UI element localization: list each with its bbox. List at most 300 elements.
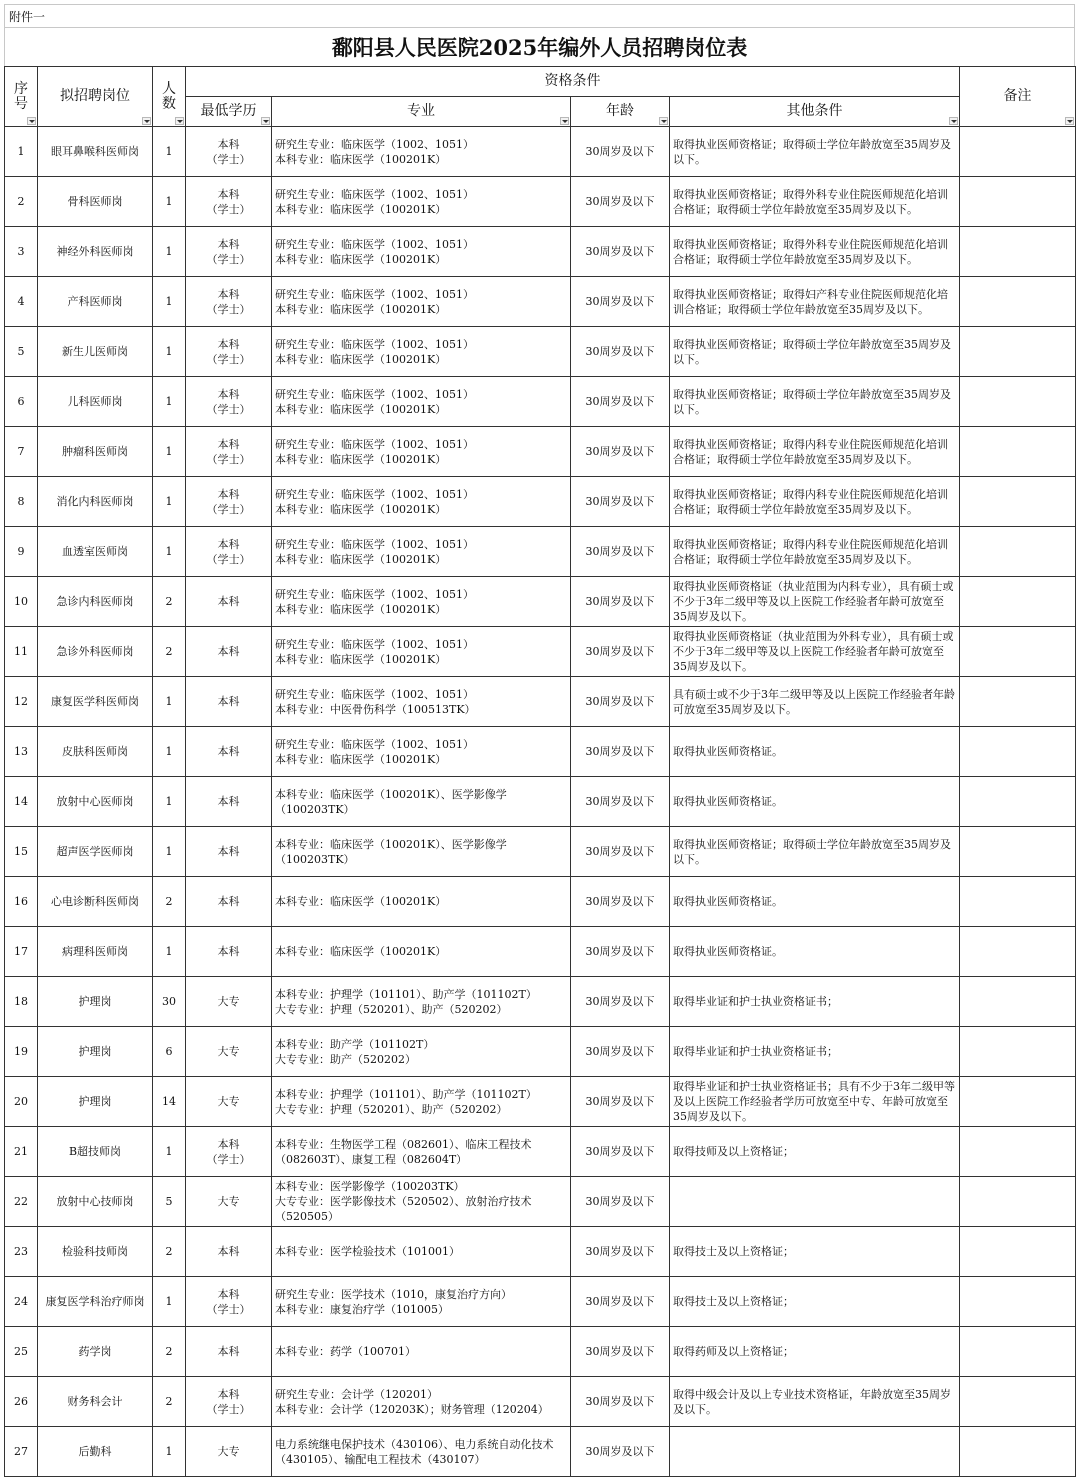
cell-remarks[interactable] <box>960 827 1076 877</box>
cell-age[interactable]: 30周岁及以下 <box>571 1077 670 1127</box>
cell-other[interactable]: 取得执业医师资格证；取得内科专业住院医师规范化培训合格证；取得硕士学位年龄放宽至35周岁及以下。 <box>670 477 960 527</box>
education-level: 本科 <box>217 1287 240 1301</box>
cell-age[interactable]: 30周岁及以下 <box>571 677 670 727</box>
cell-position[interactable]: 血透室医师岗 <box>38 527 153 577</box>
cell-seq[interactable]: 24 <box>5 1277 38 1327</box>
cell-age[interactable]: 30周岁及以下 <box>571 1277 670 1327</box>
table-row <box>5 1377 1076 1427</box>
page-title: 鄱阳县人民医院2025年编外人员招聘岗位表 <box>4 28 1075 66</box>
cell-remarks[interactable] <box>960 127 1076 177</box>
cell-other[interactable]: 取得执业医师资格证；取得妇产科专业住院医师规范化培训合格证；取得硕士学位年龄放宽至35周岁及以下。 <box>670 277 960 327</box>
cell-count[interactable]: 1 <box>153 677 186 727</box>
cell-remarks[interactable] <box>960 477 1076 527</box>
cell-education[interactable] <box>186 727 272 777</box>
cell-education[interactable] <box>186 527 272 577</box>
cell-education[interactable] <box>186 827 272 877</box>
major-line: 研究生专业：临床医学（1002、1051） <box>275 387 474 401</box>
cell-remarks[interactable] <box>960 1227 1076 1277</box>
cell-position[interactable]: 儿科医师岗 <box>38 377 153 427</box>
cell-major[interactable] <box>272 1177 571 1227</box>
cell-seq[interactable]: 4 <box>5 277 38 327</box>
filter-dropdown-icon[interactable] <box>142 117 151 125</box>
cell-position[interactable]: 眼耳鼻喉科医师岗 <box>38 127 153 177</box>
cell-education[interactable] <box>186 777 272 827</box>
table-row <box>5 677 1076 727</box>
major-line: 本科专业：临床医学（100201K） <box>275 252 447 266</box>
major-line: 本科专业：中医骨伤科学（100513TK） <box>275 702 476 716</box>
cell-other[interactable] <box>670 1427 960 1477</box>
table-row <box>5 927 1076 977</box>
cell-remarks[interactable] <box>960 1027 1076 1077</box>
cell-major[interactable] <box>272 427 571 477</box>
cell-other[interactable]: 取得执业医师资格证。 <box>670 777 960 827</box>
cell-count[interactable]: 1 <box>153 777 186 827</box>
cell-major[interactable] <box>272 627 571 677</box>
cell-major[interactable] <box>272 977 571 1027</box>
major-line: 大专专业：护理（520201）、助产（520202） <box>275 1102 508 1116</box>
cell-education[interactable] <box>186 477 272 527</box>
cell-position[interactable]: 新生儿医师岗 <box>38 327 153 377</box>
cell-other[interactable]: 取得执业医师资格证；取得内科专业住院医师规范化培训合格证；取得硕士学位年龄放宽至35周岁及以下。 <box>670 427 960 477</box>
cell-position[interactable]: 皮肤科医师岗 <box>38 727 153 777</box>
cell-education[interactable] <box>186 627 272 677</box>
cell-other[interactable]: 取得毕业证和护士执业资格证书； <box>670 1027 960 1077</box>
cell-education[interactable] <box>186 1277 272 1327</box>
attachment-label: 附件一 <box>4 4 1075 28</box>
cell-position[interactable]: 骨科医师岗 <box>38 177 153 227</box>
major-line: 研究生专业：临床医学（1002、1051） <box>275 587 474 601</box>
cell-age[interactable]: 30周岁及以下 <box>571 1177 670 1227</box>
cell-remarks[interactable] <box>960 627 1076 677</box>
cell-seq[interactable]: 7 <box>5 427 38 477</box>
table-row <box>5 1127 1076 1177</box>
filter-dropdown-icon[interactable] <box>1065 117 1074 125</box>
filter-dropdown-icon[interactable] <box>659 117 668 125</box>
cell-count[interactable]: 2 <box>153 627 186 677</box>
cell-seq[interactable]: 22 <box>5 1177 38 1227</box>
cell-seq[interactable]: 26 <box>5 1377 38 1427</box>
cell-education[interactable] <box>186 577 272 627</box>
cell-major[interactable] <box>272 1427 571 1477</box>
cell-age[interactable]: 30周岁及以下 <box>571 1327 670 1377</box>
cell-other[interactable]: 取得毕业证和护士执业资格证书； <box>670 977 960 1027</box>
major-line: 本科专业：助产学（101102T） <box>275 1037 435 1051</box>
major-line: 研究生专业：临床医学（1002、1051） <box>275 437 474 451</box>
cell-age[interactable]: 30周岁及以下 <box>571 377 670 427</box>
cell-seq[interactable]: 1 <box>5 127 38 177</box>
cell-count[interactable]: 1 <box>153 1127 186 1177</box>
education-level: 本科 <box>217 237 240 251</box>
cell-other[interactable]: 取得执业医师资格证。 <box>670 877 960 927</box>
table-row <box>5 427 1076 477</box>
cell-position[interactable]: 康复医学科治疗师岗 <box>38 1277 153 1327</box>
cell-age[interactable]: 30周岁及以下 <box>571 327 670 377</box>
cell-count[interactable]: 1 <box>153 1277 186 1327</box>
cell-count[interactable]: 1 <box>153 277 186 327</box>
cell-age[interactable]: 30周岁及以下 <box>571 577 670 627</box>
cell-major[interactable] <box>272 377 571 427</box>
cell-other[interactable]: 取得执业医师资格证；取得硕士学位年龄放宽至35周岁及以下。 <box>670 377 960 427</box>
table-row <box>5 227 1076 277</box>
cell-seq[interactable]: 12 <box>5 677 38 727</box>
cell-seq[interactable]: 18 <box>5 977 38 1027</box>
cell-seq[interactable]: 6 <box>5 377 38 427</box>
major-line: 本科专业：临床医学（100201K） <box>275 402 447 416</box>
cell-education[interactable] <box>186 1127 272 1177</box>
cell-count[interactable]: 1 <box>153 377 186 427</box>
cell-education[interactable] <box>186 1177 272 1227</box>
degree-note: （学士） <box>206 402 251 416</box>
education-level: 本科 <box>217 695 240 708</box>
education-level: 本科 <box>217 1345 240 1358</box>
cell-position[interactable]: 放射中心技师岗 <box>38 1177 153 1227</box>
cell-major[interactable] <box>272 1127 571 1177</box>
cell-other[interactable]: 取得技士及以上资格证； <box>670 1227 960 1277</box>
major-line: 本科专业：临床医学（100201K） <box>275 202 447 216</box>
degree-note: （学士） <box>206 252 251 266</box>
cell-education[interactable] <box>186 427 272 477</box>
major-line: 研究生专业：临床医学（1002、1051） <box>275 137 474 151</box>
header-other[interactable]: 其他条件 <box>670 97 960 127</box>
cell-position[interactable]: 放射中心医师岗 <box>38 777 153 827</box>
header-age[interactable]: 年龄 <box>571 97 670 127</box>
major-line: 本科专业：临床医学（100201K）、医学影像学（100203TK） <box>275 787 507 816</box>
cell-count[interactable]: 1 <box>153 827 186 877</box>
cell-position[interactable]: 超声医学医师岗 <box>38 827 153 877</box>
cell-other[interactable]: 取得执业医师资格证；取得外科专业住院医师规范化培训合格证；取得硕士学位年龄放宽至35周岁及以下。 <box>670 227 960 277</box>
cell-count[interactable]: 1 <box>153 227 186 277</box>
cell-age[interactable]: 30周岁及以下 <box>571 727 670 777</box>
major-line: 本科专业：临床医学（100201K） <box>275 945 447 958</box>
major-line: 研究生专业：临床医学（1002、1051） <box>275 537 474 551</box>
cell-major[interactable] <box>272 127 571 177</box>
cell-seq[interactable]: 14 <box>5 777 38 827</box>
cell-education[interactable] <box>186 677 272 727</box>
cell-other[interactable]: 取得执业医师资格证；取得硕士学位年龄放宽至35周岁及以下。 <box>670 827 960 877</box>
cell-remarks[interactable] <box>960 1277 1076 1327</box>
cell-seq[interactable]: 15 <box>5 827 38 877</box>
cell-education[interactable] <box>186 1377 272 1427</box>
cell-count[interactable]: 1 <box>153 1427 186 1477</box>
cell-count[interactable]: 6 <box>153 1027 186 1077</box>
cell-remarks[interactable] <box>960 1177 1076 1227</box>
cell-position[interactable]: 急诊外科医师岗 <box>38 627 153 677</box>
table-row <box>5 1177 1076 1227</box>
cell-position[interactable]: 肿瘤科医师岗 <box>38 427 153 477</box>
header-education[interactable]: 最低学历 <box>186 97 272 127</box>
major-line: 研究生专业：临床医学（1002、1051） <box>275 237 474 251</box>
major-line: 本科专业：药学（100701） <box>275 1345 416 1358</box>
cell-other[interactable]: 取得技士及以上资格证； <box>670 1277 960 1327</box>
recruitment-table <box>4 66 1076 1477</box>
table-row <box>5 377 1076 427</box>
cell-seq[interactable]: 25 <box>5 1327 38 1377</box>
cell-education[interactable] <box>186 1077 272 1127</box>
cell-remarks[interactable] <box>960 727 1076 777</box>
cell-major[interactable] <box>272 1027 571 1077</box>
cell-age[interactable]: 30周岁及以下 <box>571 277 670 327</box>
cell-major[interactable] <box>272 1327 571 1377</box>
cell-major[interactable] <box>272 577 571 627</box>
cell-count[interactable]: 2 <box>153 1227 186 1277</box>
cell-education[interactable] <box>186 377 272 427</box>
cell-education[interactable] <box>186 927 272 977</box>
cell-age[interactable]: 30周岁及以下 <box>571 427 670 477</box>
major-line: 大专专业：医学影像技术（520502）、放射治疗技术（520505） <box>275 1195 532 1223</box>
cell-count[interactable]: 1 <box>153 177 186 227</box>
cell-other[interactable]: 取得技师及以上资格证； <box>670 1127 960 1177</box>
cell-other[interactable]: 取得执业医师资格证；取得硕士学位年龄放宽至35周岁及以下。 <box>670 327 960 377</box>
cell-age[interactable]: 30周岁及以下 <box>571 477 670 527</box>
cell-education[interactable] <box>186 177 272 227</box>
cell-count[interactable]: 1 <box>153 427 186 477</box>
cell-position[interactable]: 护理岗 <box>38 1077 153 1127</box>
education-level: 本科 <box>217 945 240 958</box>
cell-remarks[interactable] <box>960 427 1076 477</box>
cell-position[interactable]: 检验科技师岗 <box>38 1227 153 1277</box>
major-line: 本科专业：临床医学（100201K） <box>275 452 447 466</box>
cell-remarks[interactable] <box>960 1127 1076 1177</box>
cell-remarks[interactable] <box>960 377 1076 427</box>
cell-major[interactable] <box>272 327 571 377</box>
header-count[interactable]: 人数 <box>153 67 186 127</box>
cell-remarks[interactable] <box>960 277 1076 327</box>
cell-seq[interactable]: 10 <box>5 577 38 627</box>
filter-dropdown-icon[interactable] <box>175 117 184 125</box>
degree-note: （学士） <box>206 502 251 516</box>
major-line: 研究生专业：临床医学（1002、1051） <box>275 637 474 651</box>
cell-major[interactable] <box>272 1227 571 1277</box>
major-line: 本科专业：临床医学（100201K） <box>275 352 447 366</box>
cell-age[interactable]: 30周岁及以下 <box>571 777 670 827</box>
cell-seq[interactable]: 17 <box>5 927 38 977</box>
major-line: 本科专业：护理学（101101）、助产学（101102T） <box>275 1087 537 1101</box>
cell-remarks[interactable] <box>960 327 1076 377</box>
cell-age[interactable]: 30周岁及以下 <box>571 1027 670 1077</box>
cell-count[interactable]: 2 <box>153 877 186 927</box>
cell-position[interactable]: 消化内科医师岗 <box>38 477 153 527</box>
major-line: 研究生专业：临床医学（1002、1051） <box>275 737 474 751</box>
cell-seq[interactable]: 11 <box>5 627 38 677</box>
cell-position[interactable]: 护理岗 <box>38 977 153 1027</box>
cell-other[interactable]: 取得执业医师资格证；取得硕士学位年龄放宽至35周岁及以下。 <box>670 127 960 177</box>
cell-seq[interactable]: 21 <box>5 1127 38 1177</box>
cell-age[interactable]: 30周岁及以下 <box>571 627 670 677</box>
cell-other[interactable]: 取得执业医师资格证（执业范围为外科专业），具有硕士或不少于3年二级甲等及以上医院工作经验者年龄可放宽至35周岁及以下。 <box>670 627 960 677</box>
header-major[interactable]: 专业 <box>272 97 571 127</box>
education-level: 本科 <box>217 1245 240 1258</box>
major-line: 本科专业：临床医学（100201K） <box>275 302 447 316</box>
cell-other[interactable]: 取得毕业证和护士执业资格证书；具有不少于3年二级甲等及以上医院工作经验者学历可放宽至中专、年龄可放宽至35周岁及以下。 <box>670 1077 960 1127</box>
cell-other[interactable]: 具有硕士或不少于3年二级甲等及以上医院工作经验者年龄可放宽至35周岁及以下。 <box>670 677 960 727</box>
cell-age[interactable]: 30周岁及以下 <box>571 827 670 877</box>
cell-remarks[interactable] <box>960 927 1076 977</box>
cell-age[interactable]: 30周岁及以下 <box>571 927 670 977</box>
cell-major[interactable] <box>272 827 571 877</box>
table-row <box>5 177 1076 227</box>
cell-major[interactable] <box>272 1077 571 1127</box>
major-line: 研究生专业：临床医学（1002、1051） <box>275 187 474 201</box>
cell-age[interactable]: 30周岁及以下 <box>571 227 670 277</box>
cell-position[interactable]: 心电诊断科医师岗 <box>38 877 153 927</box>
degree-note: （学士） <box>206 552 251 566</box>
cell-education[interactable] <box>186 877 272 927</box>
education-level: 大专 <box>217 1095 240 1108</box>
cell-remarks[interactable] <box>960 1427 1076 1477</box>
cell-major[interactable] <box>272 477 571 527</box>
cell-age[interactable]: 30周岁及以下 <box>571 977 670 1027</box>
filter-dropdown-icon[interactable] <box>560 117 569 125</box>
cell-other[interactable]: 取得执业医师资格证；取得内科专业住院医师规范化培训合格证；取得硕士学位年龄放宽至35周岁及以下。 <box>670 527 960 577</box>
cell-education[interactable] <box>186 1027 272 1077</box>
table-row <box>5 977 1076 1027</box>
cell-education[interactable] <box>186 1227 272 1277</box>
cell-education[interactable] <box>186 1427 272 1477</box>
cell-remarks[interactable] <box>960 977 1076 1027</box>
cell-seq[interactable]: 27 <box>5 1427 38 1477</box>
cell-major[interactable] <box>272 177 571 227</box>
cell-major[interactable] <box>272 677 571 727</box>
cell-seq[interactable]: 16 <box>5 877 38 927</box>
cell-remarks[interactable] <box>960 577 1076 627</box>
cell-count[interactable]: 1 <box>153 127 186 177</box>
cell-age[interactable]: 30周岁及以下 <box>571 177 670 227</box>
cell-other[interactable] <box>670 1177 960 1227</box>
major-line: 本科专业：生物医学工程（082601）、临床工程技术（082603T）、康复工程（082604T） <box>275 1137 532 1166</box>
cell-count[interactable]: 30 <box>153 977 186 1027</box>
cell-other[interactable]: 取得中级会计及以上专业技术资格证，年龄放宽至35周岁及以下。 <box>670 1377 960 1427</box>
cell-seq[interactable]: 23 <box>5 1227 38 1277</box>
cell-major[interactable] <box>272 927 571 977</box>
education-level: 本科 <box>217 645 240 658</box>
cell-age[interactable]: 30周岁及以下 <box>571 127 670 177</box>
cell-position[interactable]: 药学岗 <box>38 1327 153 1377</box>
cell-other[interactable]: 取得执业医师资格证。 <box>670 927 960 977</box>
cell-count[interactable]: 2 <box>153 1377 186 1427</box>
cell-count[interactable]: 1 <box>153 477 186 527</box>
cell-major[interactable] <box>272 1377 571 1427</box>
cell-position[interactable]: 产科医师岗 <box>38 277 153 327</box>
cell-remarks[interactable] <box>960 1377 1076 1427</box>
cell-remarks[interactable] <box>960 227 1076 277</box>
education-level: 本科 <box>217 437 240 451</box>
cell-seq[interactable]: 9 <box>5 527 38 577</box>
cell-age[interactable]: 30周岁及以下 <box>571 877 670 927</box>
cell-other[interactable]: 取得执业医师资格证。 <box>670 727 960 777</box>
cell-remarks[interactable] <box>960 1077 1076 1127</box>
table-body <box>5 127 1076 1477</box>
cell-other[interactable]: 取得药师及以上资格证； <box>670 1327 960 1377</box>
filter-dropdown-icon[interactable] <box>27 117 36 125</box>
cell-count[interactable]: 1 <box>153 927 186 977</box>
cell-remarks[interactable] <box>960 677 1076 727</box>
education-level: 大专 <box>217 1195 240 1208</box>
cell-remarks[interactable] <box>960 177 1076 227</box>
degree-note: （学士） <box>206 1152 251 1166</box>
table-row <box>5 527 1076 577</box>
header-remarks[interactable]: 备注 <box>960 67 1076 127</box>
cell-education[interactable] <box>186 1327 272 1377</box>
cell-count[interactable]: 1 <box>153 327 186 377</box>
major-line: 本科专业：康复治疗学（101005） <box>275 1302 449 1316</box>
cell-major[interactable] <box>272 227 571 277</box>
cell-major[interactable] <box>272 777 571 827</box>
education-level: 本科 <box>217 745 240 758</box>
cell-seq[interactable]: 3 <box>5 227 38 277</box>
cell-seq[interactable]: 19 <box>5 1027 38 1077</box>
cell-position[interactable]: 护理岗 <box>38 1027 153 1077</box>
cell-other[interactable]: 取得执业医师资格证；取得外科专业住院医师规范化培训合格证；取得硕士学位年龄放宽至35周岁及以下。 <box>670 177 960 227</box>
cell-position[interactable]: 神经外科医师岗 <box>38 227 153 277</box>
filter-dropdown-icon[interactable] <box>261 117 270 125</box>
cell-count[interactable]: 14 <box>153 1077 186 1127</box>
table-row <box>5 1277 1076 1327</box>
cell-count[interactable]: 5 <box>153 1177 186 1227</box>
cell-education[interactable] <box>186 277 272 327</box>
cell-seq[interactable]: 8 <box>5 477 38 527</box>
cell-count[interactable]: 2 <box>153 577 186 627</box>
cell-seq[interactable]: 13 <box>5 727 38 777</box>
cell-major[interactable] <box>272 277 571 327</box>
cell-position[interactable]: 急诊内科医师岗 <box>38 577 153 627</box>
cell-position[interactable]: 康复医学科医师岗 <box>38 677 153 727</box>
cell-remarks[interactable] <box>960 777 1076 827</box>
cell-education[interactable] <box>186 227 272 277</box>
cell-major[interactable] <box>272 1277 571 1327</box>
education-level: 本科 <box>217 387 240 401</box>
cell-education[interactable] <box>186 977 272 1027</box>
table-row <box>5 477 1076 527</box>
major-line: 本科专业：会计学（120203K）；财务管理（120204） <box>275 1402 549 1416</box>
cell-position[interactable]: B超技师岗 <box>38 1127 153 1177</box>
cell-seq[interactable]: 5 <box>5 327 38 377</box>
cell-age[interactable]: 30周岁及以下 <box>571 1127 670 1177</box>
cell-remarks[interactable] <box>960 877 1076 927</box>
cell-count[interactable]: 2 <box>153 1327 186 1377</box>
cell-count[interactable]: 1 <box>153 527 186 577</box>
cell-major[interactable] <box>272 527 571 577</box>
cell-education[interactable] <box>186 127 272 177</box>
cell-other[interactable]: 取得执业医师资格证（执业范围为内科专业），具有硕士或不少于3年二级甲等及以上医院工作经验者年龄可放宽至35周岁及以下。 <box>670 577 960 627</box>
cell-remarks[interactable] <box>960 1327 1076 1377</box>
degree-note: （学士） <box>206 452 251 466</box>
cell-position[interactable]: 财务科会计 <box>38 1377 153 1427</box>
cell-major[interactable] <box>272 877 571 927</box>
major-line: 本科专业：医学影像学（100203TK） <box>275 1180 465 1193</box>
major-line: 本科专业：临床医学（100201K） <box>275 602 447 616</box>
cell-major[interactable] <box>272 727 571 777</box>
cell-count[interactable]: 1 <box>153 727 186 777</box>
major-line: 大专专业：护理（520201）、助产（520202） <box>275 1002 508 1016</box>
cell-education[interactable] <box>186 327 272 377</box>
education-level: 大专 <box>217 1045 240 1058</box>
filter-dropdown-icon[interactable] <box>949 117 958 125</box>
cell-seq[interactable]: 2 <box>5 177 38 227</box>
cell-seq[interactable]: 20 <box>5 1077 38 1127</box>
degree-note: （学士） <box>206 1302 251 1316</box>
cell-age[interactable]: 30周岁及以下 <box>571 527 670 577</box>
cell-age[interactable]: 30周岁及以下 <box>571 1227 670 1277</box>
header-position[interactable]: 拟招聘岗位 <box>38 67 153 127</box>
cell-remarks[interactable] <box>960 527 1076 577</box>
cell-position[interactable]: 病理科医师岗 <box>38 927 153 977</box>
header-seq[interactable]: 序号 <box>5 67 38 127</box>
cell-age[interactable]: 30周岁及以下 <box>571 1427 670 1477</box>
major-line: 研究生专业：临床医学（1002、1051） <box>275 487 474 501</box>
major-line: 本科专业：临床医学（100201K） <box>275 895 447 908</box>
cell-position[interactable]: 后勤科 <box>38 1427 153 1477</box>
cell-age[interactable]: 30周岁及以下 <box>571 1377 670 1427</box>
